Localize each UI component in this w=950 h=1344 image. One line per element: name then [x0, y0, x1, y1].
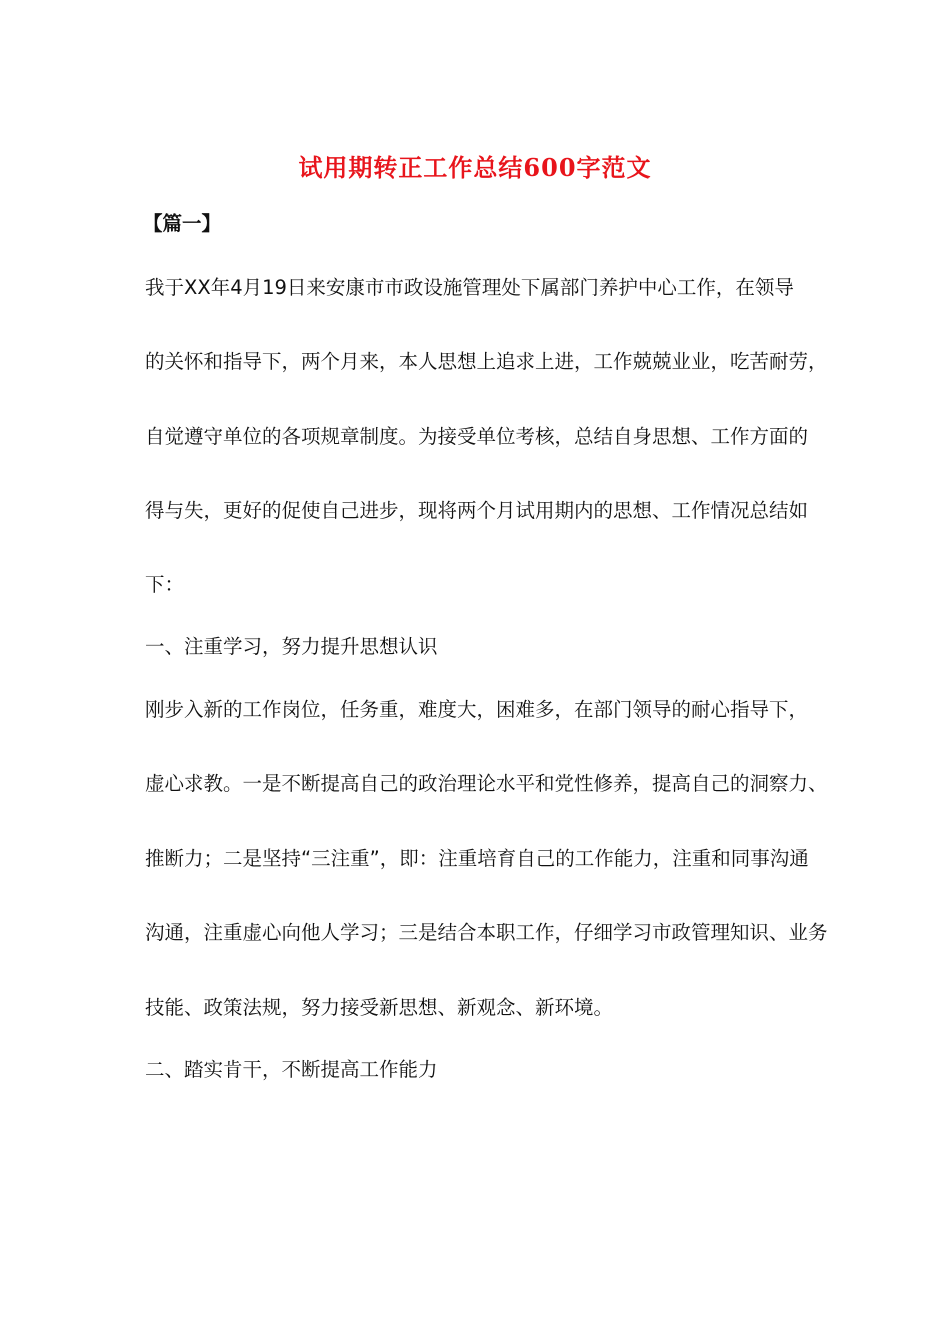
section2-heading: 二、踏实肯干，不断提高工作能力 [145, 1058, 438, 1081]
paragraph2-line4: 沟通，注重虚心向他人学习；三是结合本职工作，仔细学习市政管理知识、业务 [145, 921, 828, 944]
paragraph2-line2: 虚心求教。一是不断提高自己的政治理论水平和党性修养，提高自己的洞察力、 [145, 772, 828, 795]
paragraph2-line5: 技能、政策法规，努力接受新思想、新观念、新环境。 [145, 996, 614, 1019]
document-title: 试用期转正工作总结600字范文 [298, 153, 652, 182]
paragraph1-line3: 自觉遵守单位的各项规章制度。为接受单位考核，总结自身思想、工作方面的 [145, 425, 809, 448]
part-label: 【篇一】 [143, 212, 222, 235]
paragraph2-line1: 刚步入新的工作岗位，任务重，难度大，困难多，在部门领导的耐心指导下， [145, 698, 809, 721]
paragraph1-line5: 下： [145, 573, 185, 596]
paragraph1-line2: 的关怀和指导下，两个月来，本人思想上追求上进，工作兢兢业业，吃苦耐劳， [145, 350, 828, 373]
paragraph1-line1: 我于XX年4月19日来安康市市政设施管理处下属部门养护中心工作，在领导 [145, 276, 794, 299]
paragraph2-line3: 推断力；二是坚持“三注重”，即：注重培育自己的工作能力，注重和同事沟通 [145, 847, 809, 870]
paragraph1-line4: 得与失，更好的促使自己进步，现将两个月试用期内的思想、工作情况总结如 [145, 499, 809, 522]
section1-heading: 一、注重学习，努力提升思想认识 [145, 635, 438, 658]
